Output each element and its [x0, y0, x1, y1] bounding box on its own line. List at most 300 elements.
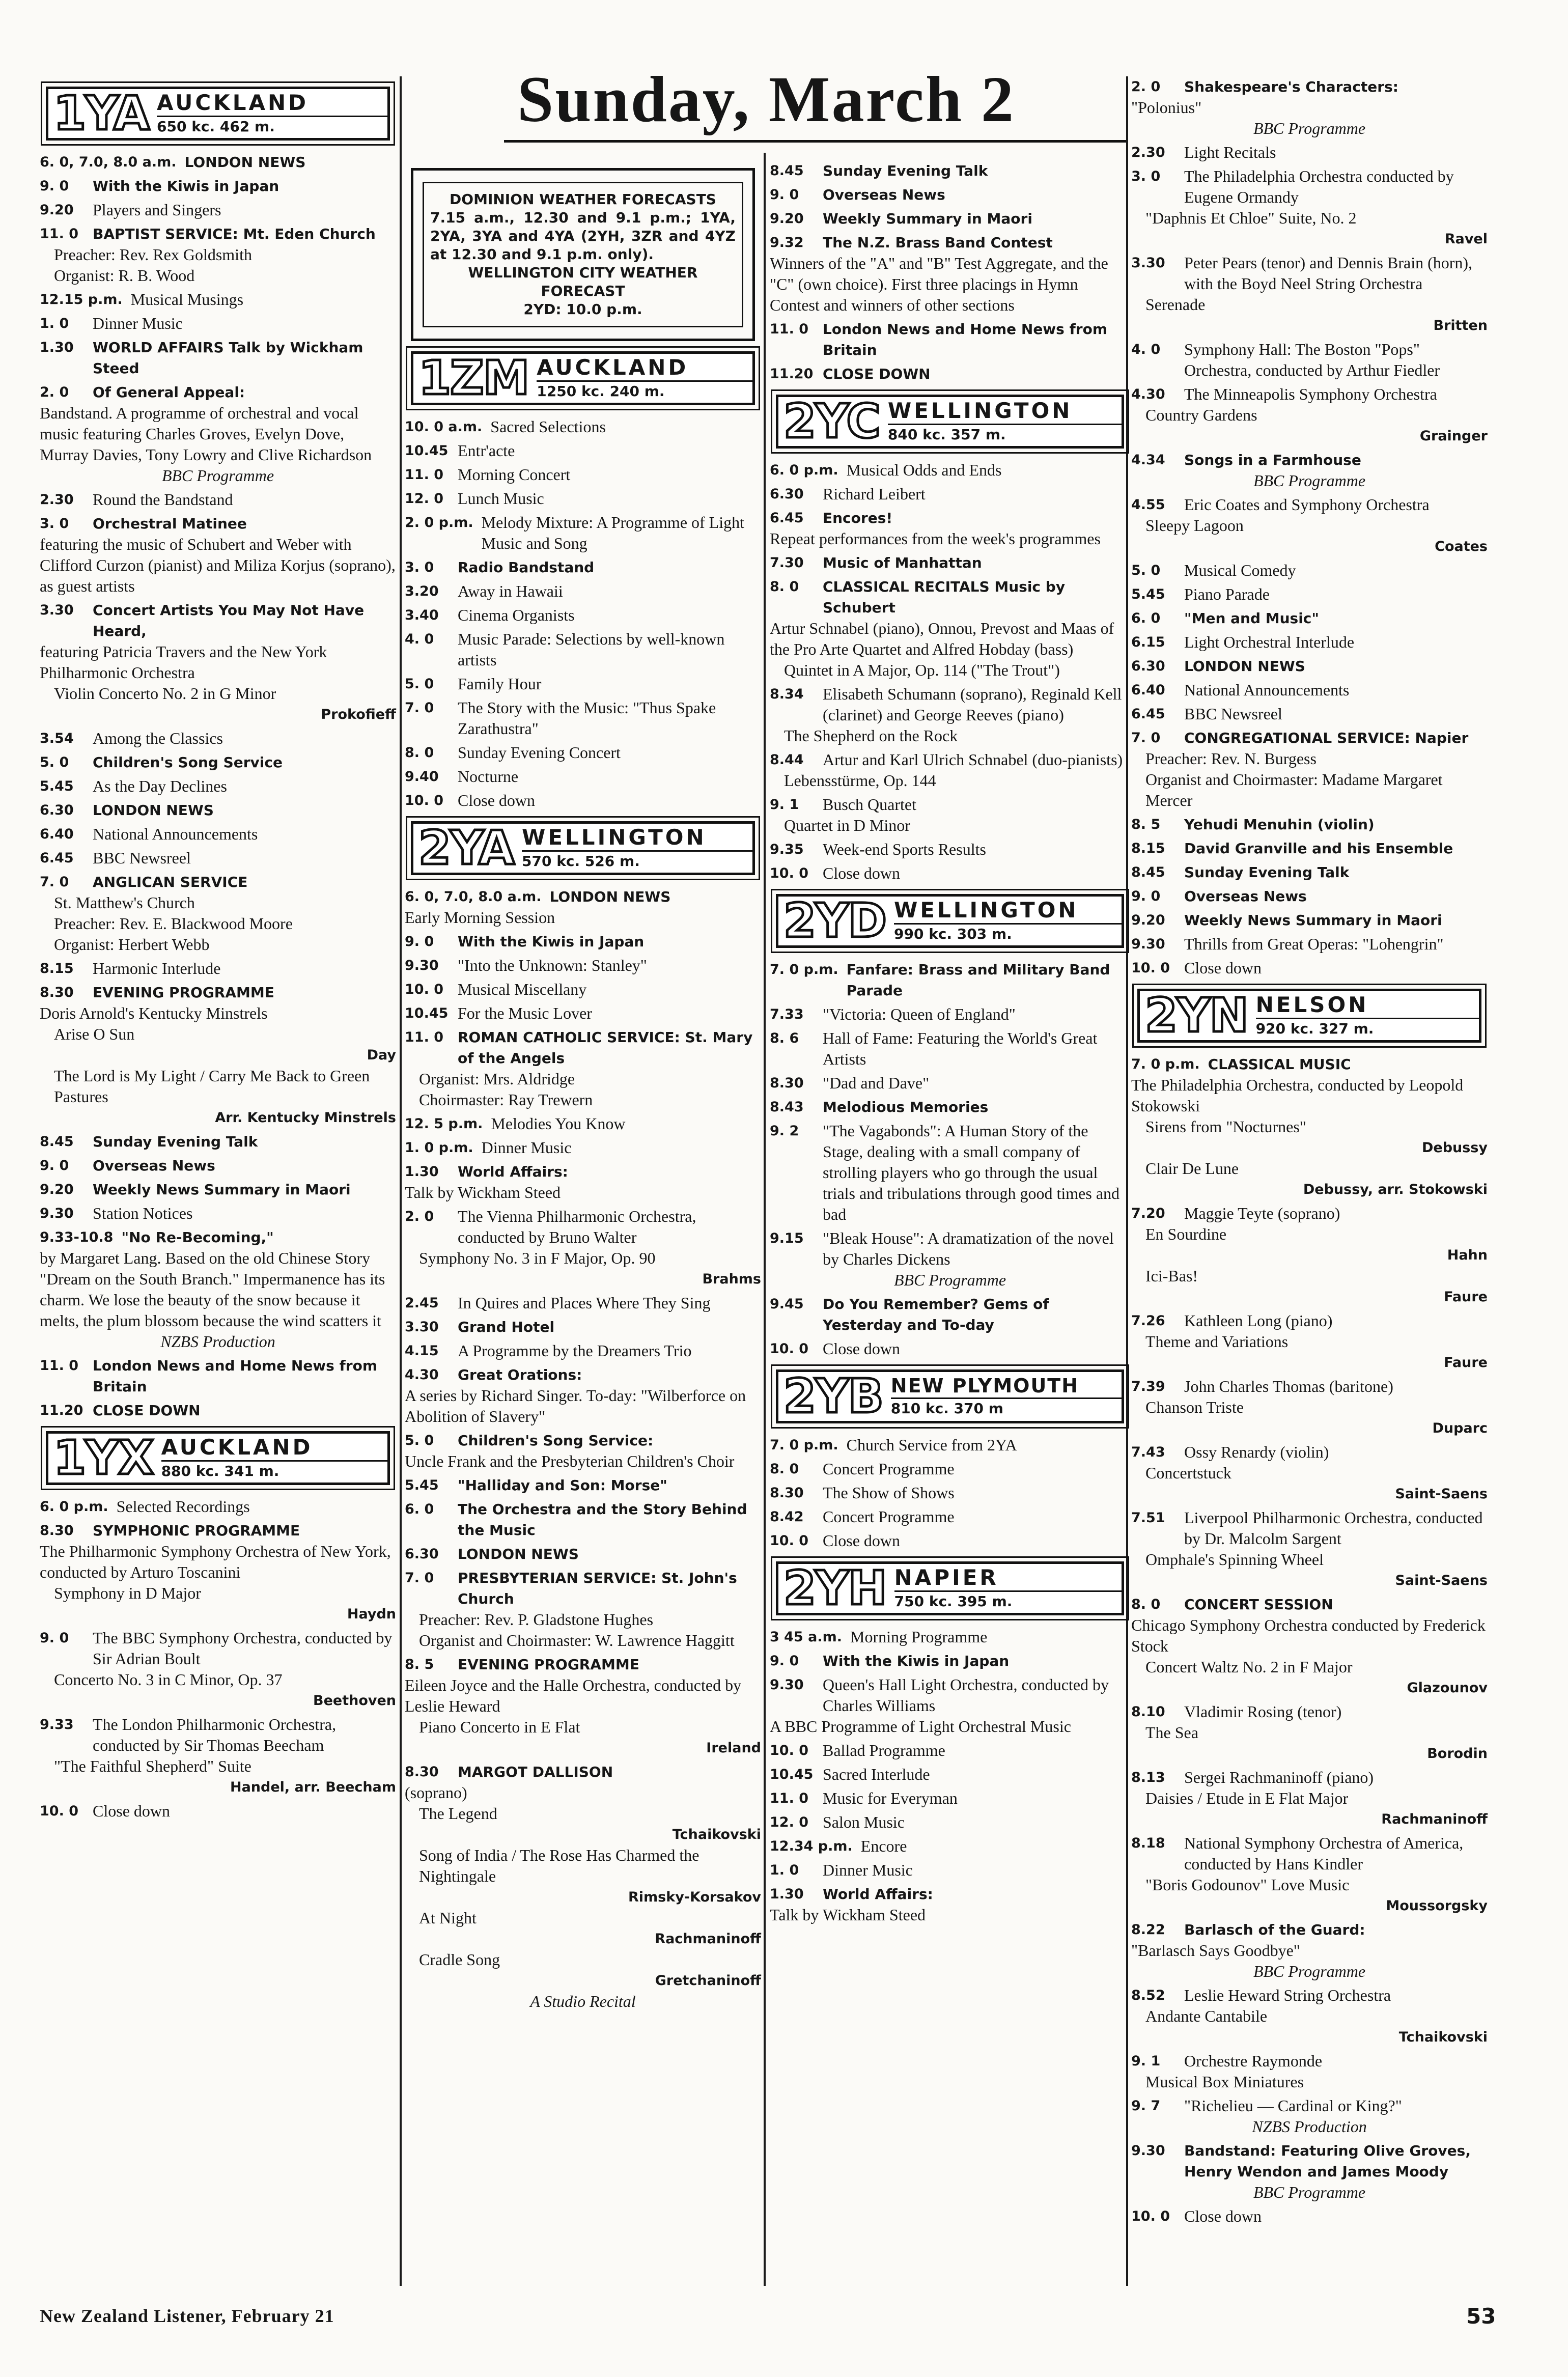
entry-title: The Show of Shows	[823, 1484, 955, 1502]
entry-heading	[405, 1568, 761, 1609]
entry-time: 11.20	[770, 366, 814, 382]
entry-title: Close down	[823, 864, 900, 882]
entry-heading	[40, 382, 396, 403]
schedule-entry	[1131, 166, 1488, 249]
entry-time: 1.30	[40, 340, 74, 355]
entry-title: Selected Recordings	[116, 1497, 250, 1516]
entry-title: Week-end Sports Results	[823, 840, 986, 858]
entry-title: WORLD AFFAIRS Talk by Wickham Steed	[93, 339, 363, 377]
entry-title: As the Day Declines	[93, 777, 227, 795]
entry-time: 11. 0	[40, 1358, 79, 1374]
entry-title: Entr'acte	[458, 441, 515, 460]
schedule-list	[770, 160, 1130, 384]
entry-heading	[405, 1027, 761, 1069]
entry-title: Children's Song Service	[93, 754, 283, 771]
entry-description: Eileen Joyce and the Halle Orchestra, conducted by Leslie Heward	[405, 1676, 742, 1715]
entry-title: Overseas News	[93, 1157, 215, 1174]
entry-time: 2.30	[40, 492, 74, 508]
entry-heading	[40, 289, 396, 310]
schedule-entry	[40, 513, 396, 597]
schedule-entry	[40, 752, 396, 773]
entry-title: Great Orations:	[458, 1366, 582, 1383]
entry-description: Bandstand. A programme of orchestral and vocal music featuring Charles Groves, Evelyn Dove, Murray Davies, Tony Lowry and Clive Richardson	[40, 404, 372, 464]
entry-heading	[405, 581, 761, 602]
entry-title: Lunch Music	[458, 489, 544, 508]
entry-time: 3. 0	[40, 516, 69, 532]
entry-heading	[405, 886, 761, 907]
entry-time: 8.30	[770, 1075, 804, 1091]
entry-title: Richard Leibert	[823, 485, 926, 503]
entry-title: Close down	[823, 1339, 900, 1358]
entry-time: 4.30	[405, 1367, 439, 1383]
station-banner-1yx	[46, 1431, 390, 1485]
entry-heading	[40, 1628, 396, 1669]
entry-title: In Quires and Places Where They Sing	[458, 1294, 711, 1312]
work-title: Theme and Variations	[1145, 1332, 1289, 1351]
weather-box	[411, 168, 755, 341]
schedule-entry	[770, 576, 1130, 681]
entry-time: 6. 0, 7.0, 8.0 a.m.	[40, 154, 177, 170]
schedule-entry	[405, 1027, 761, 1110]
schedule-entry	[770, 839, 1130, 860]
schedule-entry	[1131, 910, 1488, 931]
entry-heading	[40, 958, 396, 979]
schedule-entry	[1131, 1507, 1488, 1591]
work-title: Song of India / The Rose Has Charmed the Nightingale	[419, 1846, 699, 1885]
entry-time: 10. 0	[770, 865, 809, 881]
entry-heading	[770, 363, 1130, 384]
entry-heading	[770, 1121, 1130, 1225]
entry-title: Do You Remember? Gems of Yesterday and To-day	[823, 1296, 1049, 1333]
schedule-entry	[1131, 2095, 1488, 2137]
entry-heading	[770, 1028, 1130, 1070]
entry-heading	[40, 489, 396, 510]
station-logo: 2YD	[783, 893, 886, 948]
entry-heading	[1131, 2140, 1488, 2182]
schedule-entry	[40, 1203, 396, 1224]
entry-title: Close down	[93, 1802, 170, 1820]
entry-time: 9.20	[40, 1182, 74, 1197]
schedule-list	[1131, 76, 1488, 978]
entry-time: 10. 0	[770, 1533, 809, 1549]
entry-heading	[1131, 656, 1488, 677]
schedule-list	[770, 1627, 1130, 1925]
entry-heading	[1131, 2051, 1488, 2072]
entry-time: 6. 0	[1131, 610, 1161, 626]
composer: Debussy, arr. Stokowski	[1303, 1182, 1488, 1197]
schedule-entry	[1131, 680, 1488, 701]
page-title: Sunday, March 2	[517, 63, 1015, 135]
entry-title: "Richelieu — Cardinal or King?"	[1184, 2096, 1402, 2115]
entry-heading	[770, 1435, 1130, 1456]
entry-detail: Preacher: Rev. P. Gladstone Hughes	[419, 1610, 654, 1629]
station-frequency: 990 kc. 303 m.	[894, 923, 1122, 942]
programme-note: BBC Programme	[893, 1271, 1006, 1289]
entry-title: Encores!	[823, 510, 893, 526]
schedule-entry	[40, 1131, 396, 1152]
entry-time: 6.30	[405, 1546, 439, 1562]
entry-heading	[40, 513, 396, 534]
entry-time: 9. 0	[770, 187, 799, 203]
entry-time: 2. 0	[1131, 79, 1161, 95]
entry-title: Symphony Hall: The Boston "Pops" Orchestra, conducted by Arthur Fiedler	[1184, 340, 1440, 379]
entry-heading	[40, 1227, 396, 1248]
entry-title: "Dad and Dave"	[823, 1074, 930, 1092]
entry-time: 1. 0	[40, 316, 69, 331]
entry-time: 3.54	[40, 731, 74, 746]
entry-time: 3.30	[1131, 255, 1165, 271]
schedule-entry	[40, 1801, 396, 1822]
composer: Gretchaninoff	[655, 1973, 761, 1989]
entry-time: 12. 5 p.m.	[405, 1116, 483, 1132]
entry-title: The Orchestra and the Story Behind the Music	[458, 1501, 747, 1539]
entry-heading	[405, 1499, 761, 1541]
entry-detail: Preacher: Rev. E. Blackwood Moore	[54, 914, 293, 933]
entry-time: 7.51	[1131, 1510, 1165, 1526]
schedule-entry	[770, 1836, 1130, 1857]
entry-title: Artur and Karl Ulrich Schnabel (duo-pianists)	[823, 750, 1123, 769]
entry-detail: Organist: Herbert Webb	[54, 935, 210, 954]
schedule-entry	[1131, 450, 1488, 491]
schedule-entry	[40, 824, 396, 845]
entry-time: 11. 0	[770, 1791, 809, 1806]
entry-title: Leslie Heward String Orchestra	[1184, 1986, 1391, 2004]
entry-time: 9.30	[770, 1677, 804, 1693]
entry-heading	[40, 223, 396, 244]
entry-heading	[405, 512, 761, 554]
entry-heading	[1131, 1985, 1488, 2006]
entry-time: 6. 0	[405, 1501, 434, 1517]
entry-heading	[40, 337, 396, 379]
entry-heading	[40, 752, 396, 773]
entry-title: LONDON NEWS	[549, 888, 671, 905]
entry-time: 9. 0	[1131, 888, 1161, 904]
entry-time: 7. 0 p.m.	[770, 962, 838, 977]
entry-time: 9.40	[405, 769, 439, 785]
entry-title: "The Vagabonds": A Human Story of the Stage, dealing with a small company of strolling players who go through the usual trials and tribulations through good times and bad	[823, 1122, 1120, 1223]
work-title: Serenade	[1145, 295, 1206, 314]
entry-heading	[770, 1228, 1130, 1270]
station-frequency: 650 kc. 462 m.	[157, 116, 387, 135]
work-title: Sirens from "Nocturnes"	[1145, 1117, 1306, 1136]
entry-detail: Choirmaster: Ray Trewern	[419, 1090, 593, 1109]
entry-heading	[40, 776, 396, 797]
work-title: Omphale's Spinning Wheel	[1145, 1550, 1324, 1569]
entry-heading	[405, 416, 761, 437]
entry-title: Salon Music	[823, 1813, 905, 1831]
schedule-list	[405, 886, 761, 2012]
schedule-entry	[1131, 1310, 1488, 1373]
entry-heading	[1131, 1310, 1488, 1331]
programme-note: NZBS Production	[1252, 2117, 1367, 2136]
entry-description: featuring Patricia Travers and the New York Philharmonic Orchestra	[40, 642, 327, 682]
entry-title: Kathleen Long (piano)	[1184, 1311, 1333, 1330]
entry-time: 4. 0	[405, 631, 434, 647]
entry-title: Music for Everyman	[823, 1789, 958, 1807]
work-title: En Sourdine	[1145, 1225, 1227, 1243]
entry-title: "Victoria: Queen of England"	[823, 1005, 1016, 1023]
entry-heading	[405, 440, 761, 461]
entry-heading	[770, 684, 1130, 725]
composer: Rachmaninoff	[655, 1931, 761, 1947]
entry-time: 9.45	[770, 1296, 804, 1312]
entry-title: Bandstand: Featuring Olive Groves, Henry Wendon and James Moody	[1184, 2142, 1471, 2180]
entry-time: 6.30	[1131, 658, 1165, 674]
schedule-entry	[1131, 886, 1488, 907]
entry-heading	[40, 176, 396, 197]
entry-title: LONDON NEWS	[93, 802, 214, 819]
composer: Rachmaninoff	[1381, 1811, 1488, 1827]
schedule-entry	[40, 1496, 396, 1517]
entry-detail: Organist and Choirmaster: W. Lawrence Haggitt	[419, 1631, 735, 1649]
station-frequency: 920 kc. 327 m.	[1256, 1018, 1479, 1037]
entry-heading	[1131, 253, 1488, 294]
entry-time: 10. 0	[770, 1341, 809, 1357]
schedule-entry	[405, 979, 761, 1000]
entry-time: 10. 0	[1131, 2208, 1170, 2224]
entry-title: Weekly News Summary in Maori	[1184, 912, 1442, 929]
entry-title: Radio Bandstand	[458, 559, 595, 576]
schedule-entry	[1131, 2206, 1488, 2227]
work-title: "Boris Godounov" Love Music	[1145, 1876, 1350, 1894]
entry-title: World Affairs:	[823, 1886, 933, 1903]
entry-heading	[770, 1860, 1130, 1881]
entry-time: 9. 1	[1131, 2053, 1161, 2069]
schedule-entry	[40, 848, 396, 869]
entry-title: BBC Newsreel	[1184, 705, 1282, 723]
entry-heading	[1131, 1833, 1488, 1875]
entry-time: 4.30	[1131, 386, 1165, 402]
entry-heading	[770, 1004, 1130, 1025]
entry-time: 6.40	[40, 826, 74, 842]
entry-heading	[770, 232, 1130, 253]
entry-time: 9. 0	[40, 1630, 69, 1646]
entry-heading	[40, 824, 396, 845]
weather-heading: DOMINION WEATHER FORECASTS	[450, 191, 716, 208]
entry-heading	[770, 794, 1130, 815]
programme-note: BBC Programme	[1253, 2183, 1366, 2201]
weather-heading-2: WELLINGTON CITY WEATHER FORECAST	[468, 264, 698, 299]
composer: Rimsky-Korsakov	[628, 1889, 761, 1905]
entry-description: by Margaret Lang. Based on the old Chinese Story "Dream on the South Branch." Impermanence has its charm. We lose the beauty of the snow because it melts, the plum blossom because the wind scatters it	[40, 1249, 385, 1330]
column-3	[770, 160, 1130, 1928]
composer: Debussy	[1421, 1140, 1488, 1156]
schedule-entry	[405, 1761, 761, 2012]
composer: Glazounov	[1407, 1680, 1488, 1696]
entry-title: ROMAN CATHOLIC SERVICE: St. Mary of the Angels	[458, 1029, 753, 1067]
entry-title: Sacred Selections	[490, 417, 606, 436]
station-frequency: 570 kc. 526 m.	[522, 850, 752, 870]
entry-title: Music of Manhattan	[823, 554, 982, 571]
entry-title: Sergei Rachmaninoff (piano)	[1184, 1768, 1374, 1786]
composer: Handel, arr. Beecham	[230, 1779, 396, 1795]
entry-heading	[40, 200, 396, 220]
entry-title: Musical Comedy	[1184, 561, 1296, 579]
schedule-entry	[405, 1499, 761, 1541]
entry-title: National Announcements	[93, 825, 258, 843]
entry-heading	[40, 1155, 396, 1176]
programme-note: NZBS Production	[160, 1332, 275, 1351]
schedule-entry	[770, 1483, 1130, 1503]
schedule-entry	[40, 1179, 396, 1200]
programme-note: BBC Programme	[1253, 1962, 1366, 1980]
work-title: Daisies / Etude in E Flat Major	[1145, 1789, 1349, 1807]
schedule-entry	[1131, 838, 1488, 859]
schedule-entry	[770, 508, 1130, 549]
work-title: Symphony in D Major	[54, 1584, 201, 1602]
entry-heading	[1131, 142, 1488, 163]
entry-title: MARGOT DALLISON	[458, 1764, 613, 1780]
entry-title: Queen's Hall Light Orchestra, conducted by Charles Williams	[823, 1675, 1109, 1715]
entry-time: 5. 0	[405, 676, 434, 692]
station-city: NELSON	[1255, 992, 1369, 1017]
entry-time: 5.45	[1131, 586, 1165, 602]
schedule-entry	[405, 742, 761, 763]
entry-time: 8.44	[770, 752, 804, 768]
schedule-entry	[1131, 1767, 1488, 1830]
entry-title: Close down	[1184, 959, 1262, 977]
entry-heading	[1131, 1442, 1488, 1463]
entry-heading	[770, 1073, 1130, 1094]
entry-time: 3.40	[405, 607, 439, 623]
schedule-entry	[405, 1475, 761, 1496]
entry-title: World Affairs:	[458, 1163, 568, 1180]
entry-heading	[770, 208, 1130, 229]
schedule-entry	[405, 955, 761, 976]
work-title: Quintet in A Major, Op. 114 ("The Trout")	[784, 661, 1060, 679]
schedule-entry	[405, 886, 761, 928]
entry-heading	[770, 863, 1130, 884]
entry-time: 11. 0	[405, 1029, 444, 1045]
entry-time: 10. 0 a.m.	[405, 419, 483, 435]
entry-title: CONGREGATIONAL SERVICE: Napier	[1184, 730, 1469, 746]
entry-time: 8.15	[40, 961, 74, 976]
entry-time: 9. 0	[405, 934, 434, 949]
station-logo: 1YX	[53, 1431, 153, 1485]
schedule-list	[770, 460, 1130, 884]
schedule-entry	[40, 958, 396, 979]
entry-time: 9. 0	[40, 1158, 69, 1173]
entry-time: 4. 0	[1131, 342, 1161, 357]
schedule-entry	[1131, 384, 1488, 446]
entry-detail: Organist: Mrs. Aldridge	[419, 1070, 575, 1088]
entry-title: London News and Home News from Britain	[93, 1357, 377, 1395]
entry-time: 9.20	[1131, 912, 1165, 928]
entry-heading	[405, 605, 761, 626]
entry-title: Orchestre Raymonde	[1184, 2052, 1323, 2070]
entry-heading	[40, 1714, 396, 1756]
entry-title: Close down	[823, 1531, 900, 1550]
schedule-entry	[1131, 1376, 1488, 1439]
entry-heading	[1131, 450, 1488, 470]
schedule-entry	[40, 800, 396, 821]
entry-time: 6.30	[40, 802, 74, 818]
schedule-entry	[770, 749, 1130, 791]
entry-heading	[1131, 1767, 1488, 1788]
schedule-entry	[770, 1294, 1130, 1335]
entry-heading	[1131, 728, 1488, 748]
schedule-entry	[40, 1227, 396, 1352]
entry-heading	[405, 697, 761, 739]
entry-heading	[1131, 166, 1488, 208]
schedule-entry	[770, 319, 1130, 360]
entry-heading	[40, 1179, 396, 1200]
entry-time: 11. 0	[40, 226, 79, 242]
entry-heading	[1131, 632, 1488, 653]
schedule-entry	[40, 176, 396, 197]
station-city: WELLINGTON	[894, 898, 1079, 922]
entry-title: Barlasch of the Guard:	[1184, 1921, 1365, 1938]
entry-description: Chicago Symphony Orchestra conducted by Frederick Stock	[1131, 1616, 1486, 1655]
entry-time: 3 45 a.m.	[770, 1629, 843, 1645]
entry-time: 2.45	[405, 1295, 439, 1311]
entry-time: 9.15	[770, 1231, 804, 1246]
entry-heading	[770, 508, 1130, 528]
entry-time: 8.30	[770, 1485, 804, 1501]
schedule-entry	[405, 1654, 761, 1758]
schedule-entry	[770, 794, 1130, 836]
composer: Tchaikovski	[672, 1827, 761, 1842]
schedule-entry	[40, 728, 396, 749]
entry-title: CLASSICAL RECITALS Music by Schubert	[823, 578, 1066, 616]
entry-title: EVENING PROGRAMME	[93, 984, 274, 1001]
schedule-entry	[770, 863, 1130, 884]
schedule-entry	[770, 1674, 1130, 1737]
schedule-entry	[405, 1364, 761, 1427]
entry-title: For the Music Lover	[458, 1004, 592, 1022]
entry-title: "Bleak House": A dramatization of the novel by Charles Dickens	[823, 1229, 1114, 1268]
entry-title: National Announcements	[1184, 681, 1350, 699]
work-title: The Shepherd on the Rock	[784, 726, 958, 745]
entry-heading	[1131, 814, 1488, 835]
entry-title: Overseas News	[1184, 888, 1307, 905]
entry-time: 7.26	[1131, 1313, 1165, 1329]
entry-time: 6.30	[770, 486, 804, 502]
entry-time: 12. 0	[405, 491, 444, 507]
entry-title: Melodies You Know	[491, 1114, 626, 1133]
schedule-entry	[770, 1884, 1130, 1925]
schedule-entry	[40, 200, 396, 220]
composer: Haydn	[347, 1606, 396, 1622]
composer: Day	[367, 1047, 396, 1063]
entry-title: Sunday Evening Talk	[823, 162, 988, 179]
entry-time: 9.33	[40, 1717, 74, 1732]
entry-time: 8.42	[770, 1509, 804, 1525]
entry-heading	[405, 1475, 761, 1496]
station-banner-2yh	[776, 1561, 1124, 1615]
schedule-list	[40, 152, 396, 1421]
schedule-entry	[770, 1435, 1130, 1456]
work-title: Concert Waltz No. 2 in F Major	[1145, 1658, 1353, 1676]
entry-title: Sacred Interlude	[823, 1765, 930, 1783]
schedule-entry	[770, 160, 1130, 181]
entry-detail: St. Matthew's Church	[54, 893, 195, 912]
column-divider	[764, 153, 766, 2286]
entry-heading	[770, 319, 1130, 360]
entry-description: A series by Richard Singer. To-day: "Wilberforce on Abolition of Slavery"	[405, 1386, 746, 1425]
entry-title: With the Kiwis in Japan	[458, 933, 645, 950]
entry-time: 12.34 p.m.	[770, 1838, 853, 1854]
entry-heading	[770, 1459, 1130, 1479]
composer: Faure	[1444, 1289, 1488, 1305]
entry-time: 8.45	[770, 163, 804, 179]
entry-title: CONCERT SESSION	[1184, 1596, 1333, 1613]
entry-time: 8.30	[405, 1764, 439, 1780]
entry-time: 8. 0	[1131, 1597, 1161, 1612]
entry-time: 7.43	[1131, 1444, 1165, 1460]
entry-heading	[770, 1836, 1130, 1857]
entry-title: Overseas News	[823, 186, 945, 203]
